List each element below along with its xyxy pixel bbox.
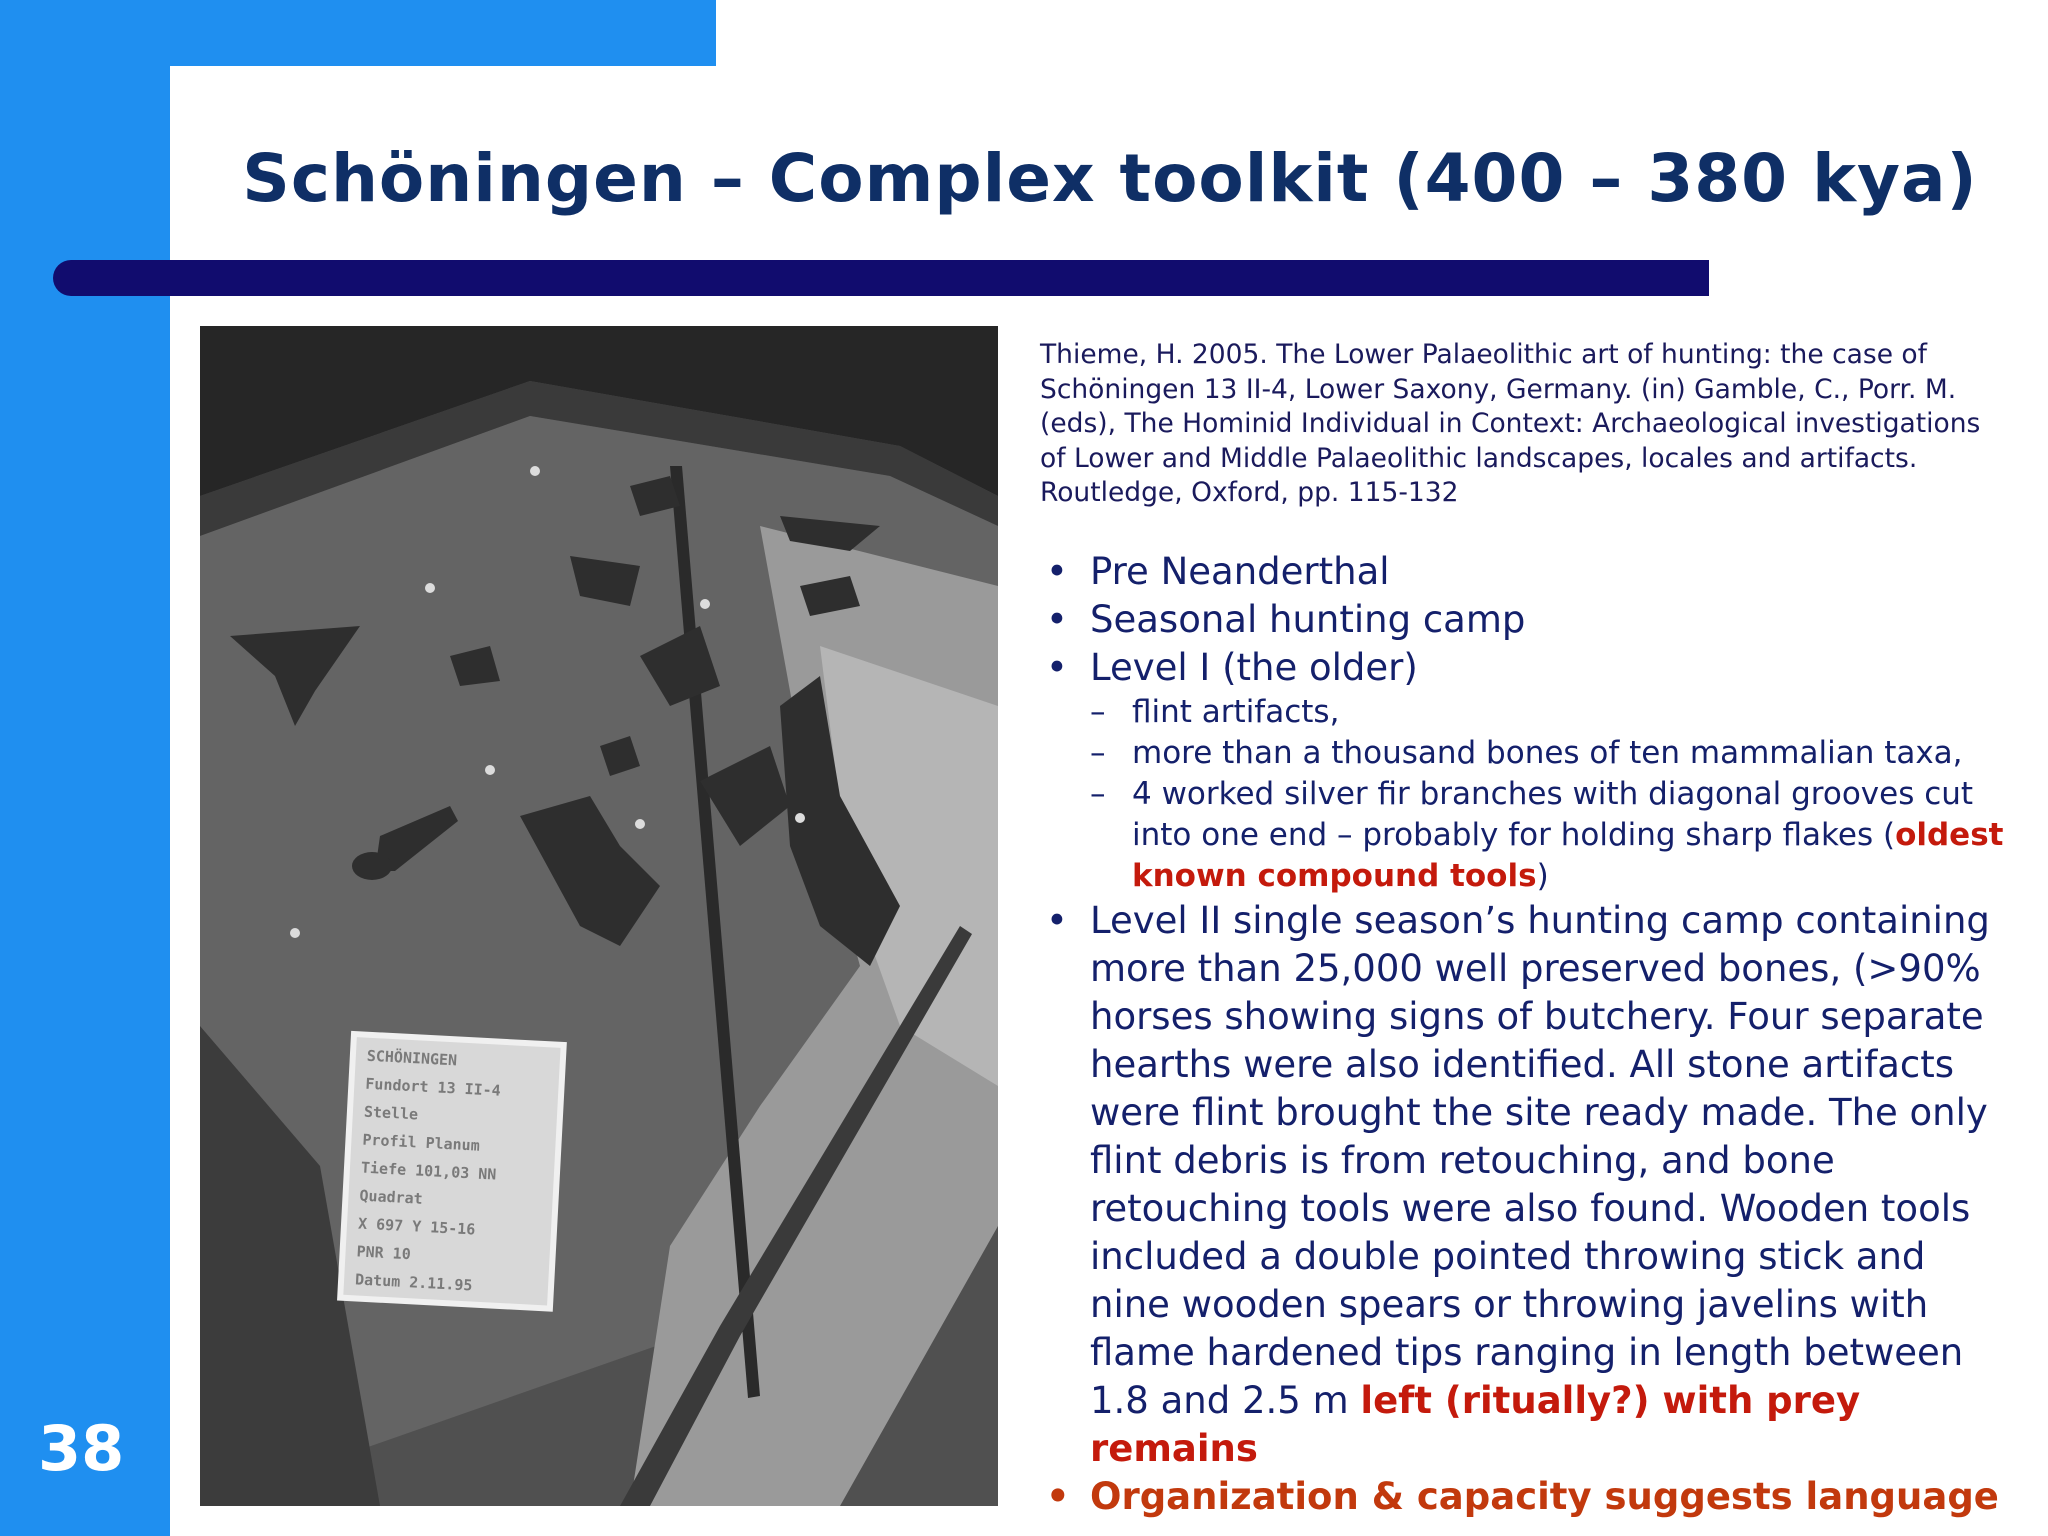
sub-bullet-marker: – <box>1090 735 1106 771</box>
bullet-text: Seasonal hunting camp <box>1090 598 1526 641</box>
bullet-item-highlight <box>1046 1473 2016 1521</box>
sub-bullet-item <box>1046 733 2016 774</box>
slide-number: 38 <box>38 1412 125 1485</box>
paren-open: ( <box>1882 817 1896 853</box>
label-line: Quadrat <box>359 1186 424 1208</box>
label-line: SCHÖNINGEN <box>366 1046 458 1070</box>
sub-bullet-marker: – <box>1090 694 1106 730</box>
bullet-list <box>1046 548 2016 1521</box>
slide-title: Schöningen – Complex toolkit (400 – 380 kya) <box>242 140 1978 217</box>
bullet-marker: • <box>1046 598 1068 641</box>
excavation-photo-drawing <box>200 326 998 1506</box>
sub-bullet-text: flint artifacts, <box>1132 694 1340 730</box>
sub-bullet-item <box>1046 692 2016 733</box>
bullet-item <box>1046 897 2016 1473</box>
label-line: Profil Planum <box>362 1130 481 1155</box>
bullet-marker: • <box>1046 646 1068 689</box>
title-underline-bar <box>53 260 1709 296</box>
highlight-compound-tools: oldest known compound tools <box>1132 817 2004 894</box>
top-tab-band <box>0 0 716 66</box>
label-line: X 697 Y 15-16 <box>357 1214 476 1239</box>
bullet-text: Organization & capacity suggests language <box>1090 1475 1999 1518</box>
label-line: Stelle <box>363 1102 419 1124</box>
sub-bullet-text: more than a thousand bones of ten mammalian taxa, <box>1132 735 1963 771</box>
excavation-photo <box>200 326 998 1506</box>
paren-close: ) <box>1536 858 1549 894</box>
sub-bullet-item <box>1046 774 2016 897</box>
label-line: Tiefe 101,03 NN <box>360 1158 497 1184</box>
bullet-text: Level II single season’s hunting camp containing more than 25,000 well preserved bones, (>90% horses showing signs of butchery. Four separate hearths were also identified. All stone artifacts were flint brought the site ready made. The only flint debris is from retouching, and bone retouching tools were also found. Wooden tools included a double pointed throwing stick and nine wooden spears or throwing javelins with flame hardened tips ranging in length between 1.8 and 2.5 m <box>1090 899 1990 1422</box>
bullet-item <box>1046 596 2016 644</box>
bullet-text: Level I (the older) <box>1090 646 1418 689</box>
sub-bullet-text: 4 worked silver fir branches with diagonal grooves cut into one end – probably for holding sharp flakes <box>1132 776 1974 853</box>
bullet-marker: • <box>1046 1475 1070 1518</box>
bullet-marker: • <box>1046 899 1068 942</box>
sub-bullet-marker: – <box>1090 776 1106 812</box>
bullet-marker: • <box>1046 550 1068 593</box>
sidebar-band <box>0 0 170 1536</box>
highlight-ritual-remains: left (ritually?) with prey remains <box>1090 1379 1861 1470</box>
label-line: Fundort 13 II-4 <box>364 1074 502 1100</box>
citation-reference: Thieme, H. 2005. The Lower Palaeolithic art of hunting: the case of Schöningen 13 II-4, Lower Saxony, Germany. (in) Gamble, C., Porr. M. (eds), The Hominid Individual in Context: Archaeological investigations of Lower and Middle Palaeolithic landscapes, locales and artifacts. Routledge, Oxford, pp. 115-132 <box>1040 339 1981 508</box>
bullet-item <box>1046 548 2016 596</box>
label-line: Datum 2.11.95 <box>354 1270 473 1295</box>
bullet-text: Pre Neanderthal <box>1090 550 1390 593</box>
label-line: PNR 10 <box>356 1242 412 1264</box>
bullet-item <box>1046 644 2016 692</box>
